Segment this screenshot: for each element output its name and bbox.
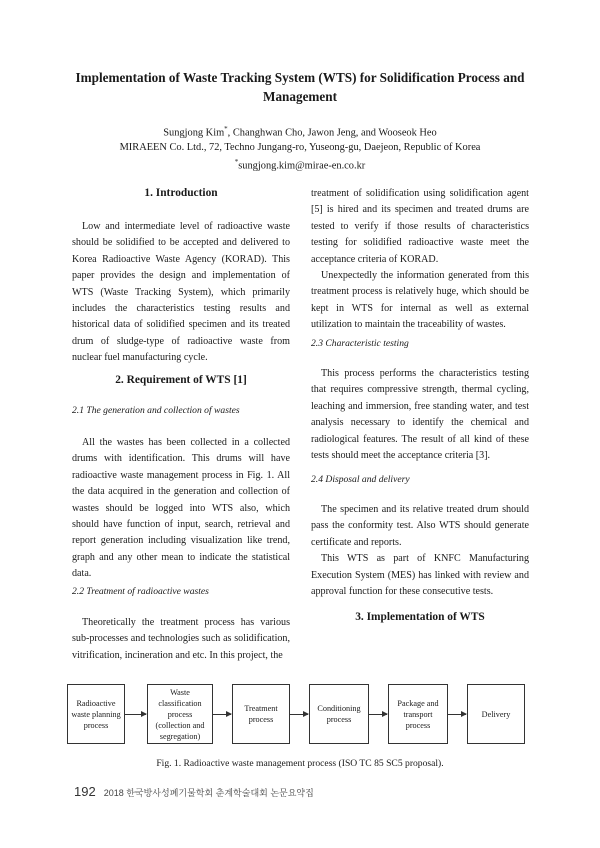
intro-paragraph-block [72, 219, 290, 367]
section-3-title: 3. Implementation of WTS [355, 611, 485, 623]
delivery-box: Delivery [467, 684, 525, 744]
email-line [40, 155, 560, 173]
paper-title: Implementation of Waste Tracking System (WTS) for Solidification Process and Management [75, 70, 525, 104]
arrow-2 [213, 714, 231, 715]
treatment-process-box: Treatment process [232, 684, 290, 744]
section-2-title: 2. Requirement of WTS [1] [115, 374, 247, 386]
figure-1-caption: Fig. 1. Radioactive waste management process (ISO TC 85 SC5 proposal). [156, 758, 444, 769]
affiliation: MIRAEEN Co. Ltd., 72, Techno Jungang-ro, Yuseong-gu, Daejeon, Republic of Korea [119, 142, 481, 154]
mes-paragraph: This WTS as part of KNFC Manufacturing Execution System (MES) has linked with review and approval function for these consecutive tests. [311, 553, 529, 598]
characteristic-testing-paragraph: This process performs the characteristics testing that requires compressive strength, thermal cycling, leaching and immersion, free standing water, and test analysis necessary to identify the chemical and radiological features. The result of all kind of these tests should meet the acceptance criteria [3]. [311, 368, 529, 462]
conference-name: 2018 한국방사성폐기물학회 춘계학술대회 논문요약집 [103, 788, 314, 798]
author-block [40, 122, 560, 174]
subsection-2-2-title: 2.2 Treatment of radioactive wastes [72, 586, 209, 597]
package-transport-box: Package and transport process [388, 684, 448, 744]
arrow-4 [369, 714, 387, 715]
arrow-5 [448, 714, 466, 715]
right-column-top [311, 186, 529, 334]
section-1-title: 1. Introduction [144, 187, 218, 199]
arrow-3 [290, 714, 308, 715]
disposal-paragraph: The specimen and its relative treated drum should pass the conformity test. Also WTS should generate certificate and reports. [311, 504, 529, 548]
planning-process-box: Radioactive waste planning process [67, 684, 125, 744]
intro-paragraph: Low and intermediate level of radioactive waste should be solidified to be accepted and delivered to Korea Radioactive Waste Agency (KORAD). This paper provides the design and implementation of WTS (Waste Tracking System), which primarily includes the characteristics testing results and historical data of solidified specimen and its treated drum of sludge-type of radioactive waste from nuclear fuel manufacturing cycle. [72, 221, 290, 364]
email-mark: * [234, 158, 239, 167]
author-line [40, 122, 560, 140]
page-footer [74, 784, 314, 799]
first-author: Sungjong Kim [163, 127, 225, 139]
page-number: 192 [74, 784, 96, 799]
subsection-2-2-paragraph: Theoretically the treatment process has various sub-processes and technologies such as solidification, vitrification, incineration and etc. In this project, the [72, 617, 290, 661]
subsection-2-1-paragraph: All the wastes has been collected in a collected drums with identification. This drums will have radioactive waste management process in Fig. 1. All the data acquired in the generation and collection of wastes should be logged into WTS also, which should have function of input, search, retrieval and report generation including visualization like trend, graph and any other mean to indicate the statistical data. [72, 437, 290, 580]
subsection-2-4-title: 2.4 Disposal and delivery [311, 474, 410, 485]
subsection-2-3-block [311, 366, 529, 464]
subsection-2-4-block [311, 502, 529, 600]
conditioning-process-box: Conditioning process [309, 684, 369, 744]
treatment-continued-paragraph: treatment of solidification using solidification agent [5] is hired and its specimen and treated drums are tested to verify if those results of characteristics testing for solidified radioactive waste meet the acceptance criteria of KORAD. [311, 188, 529, 265]
classification-process-box: Waste classification process (collection and segregation) [147, 684, 213, 744]
treatment-info-paragraph: Unexpectedly the information generated from this treatment process is relatively huge, which should be kept in WTS for internal as well as external utilization to maintain the traceability of wastes. [311, 270, 529, 331]
corresponding-mark: * [224, 125, 228, 133]
arrow-1 [125, 714, 146, 715]
subsection-2-2-block [72, 615, 290, 664]
subsection-2-1-block [72, 435, 290, 583]
co-authors: , Changhwan Cho, Jawon Jeng, and Wooseok Heo [227, 127, 437, 139]
email: sungjong.kim@mirae-en.co.kr [238, 160, 366, 172]
subsection-2-1-title: 2.1 The generation and collection of wastes [72, 405, 240, 416]
subsection-2-3-title: 2.3 Characteristic testing [311, 338, 409, 349]
